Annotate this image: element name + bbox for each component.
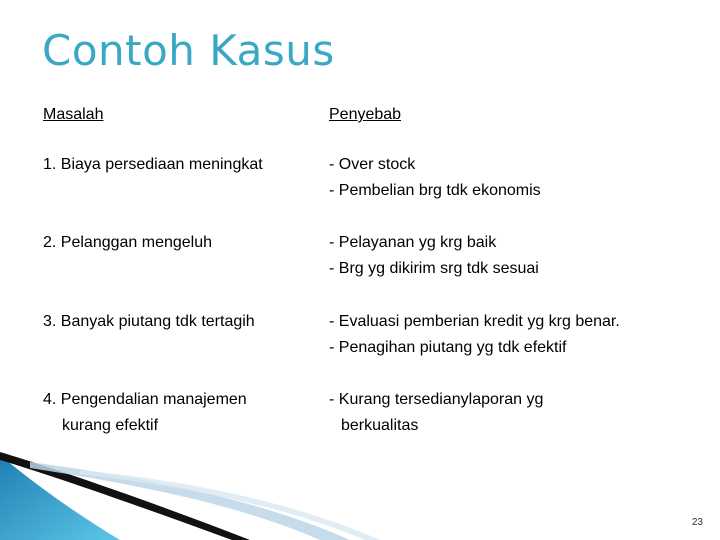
slide-title: Contoh Kasus	[42, 26, 335, 75]
problem-2: 2. Pelanggan mengeluh	[43, 234, 213, 251]
header-problem: Masalah	[43, 106, 104, 123]
cause-3: - Evaluasi pemberian kredit yg krg benar. - Penagihan piutang yg tdk efektif	[329, 313, 620, 356]
problem-4: 4. Pengendalian manajemen kurang efektif	[43, 391, 247, 434]
cause-2: - Pelayanan yg krg baik - Brg yg dikirim srg tdk sesuai	[329, 234, 539, 277]
page-number: 23	[691, 517, 703, 528]
problem-1: 1. Biaya persediaan meningkat	[43, 156, 263, 173]
header-cause: Penyebab	[329, 106, 402, 123]
cause-1: - Over stock - Pembelian brg tdk ekonomis	[329, 156, 541, 199]
problem-3: 3. Banyak piutang tdk tertagih	[43, 313, 255, 330]
cause-4: - Kurang tersedianylaporan yg berkualitas	[329, 391, 544, 434]
